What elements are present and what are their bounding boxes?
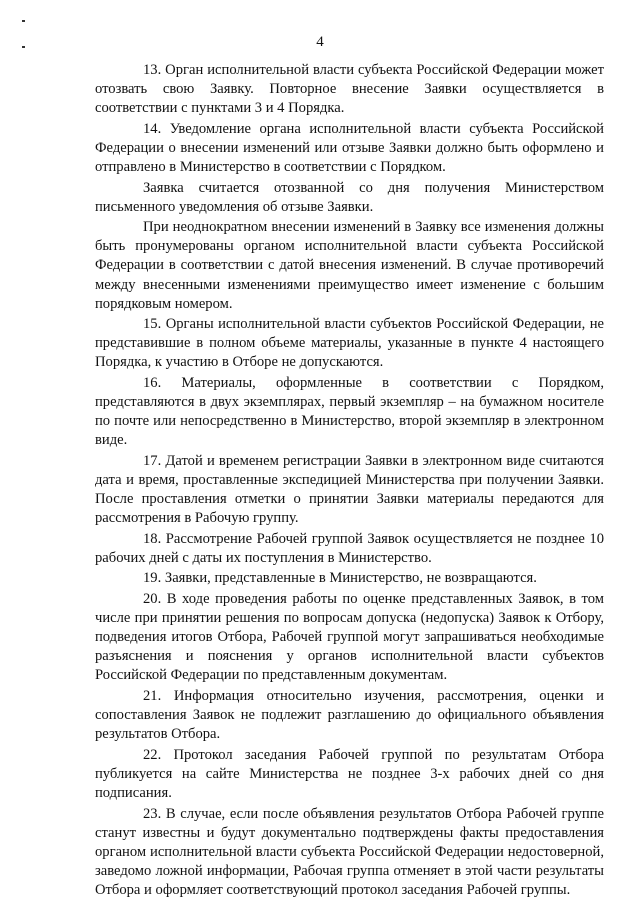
paragraph-multiple-changes: При неоднократном внесении изменений в Заявку все изменения должны быть пронумерованы органом исполнительной власти субъекта Российской Федерации в соответствии с датой внесения изменений. В случае противоречий между внесенными изменениями преимущество имеет изменение с большим порядковым номером.	[95, 219, 604, 312]
paragraph-18: 18. Рассмотрение Рабочей группой Заявок осуществляется не позднее 10 рабочих дней с даты их поступления в Министерство.	[95, 530, 604, 566]
document-body	[95, 61, 604, 902]
paragraph-14: 14. Уведомление органа исполнительной власти субъекта Российской Федерации о внесении изменений или отзыве Заявки должно быть оформлено и отправлено в Министерство в соответствии с Порядком.	[95, 120, 604, 175]
page-number: 4	[316, 34, 324, 50]
paragraph-23: 23. В случае, если после объявления результатов Отбора Рабочей группе станут известны и будут документально подтверждены факты предоставления органом исполнительной власти субъекта Российской Федерации недостоверной, заведомо ложной информации, Рабочая группа отменяет в этой части результаты Отбора и оформляет соответствующий протокол заседания Рабочей группы.	[95, 805, 604, 898]
paragraph-19: 19. Заявки, представленные в Министерство, не возвращаются.	[143, 570, 537, 587]
paragraph-21: 21. Информация относительно изучения, рассмотрения, оценки и сопоставления Заявок не подлежит разглашению до официального объявления результатов Отбора.	[95, 688, 604, 743]
scan-mark	[22, 20, 25, 22]
paragraph-13: 13. Орган исполнительной власти субъекта Российской Федерации может отозвать свою Заявку. Повторное внесение Заявки осуществляется в соответствии с пунктами 3 и 4 Порядка.	[95, 62, 604, 117]
paragraph-withdrawal: Заявка считается отозванной со дня получения Министерством письменного уведомления об отзыве Заявки.	[95, 179, 604, 215]
paragraph-15: 15. Органы исполнительной власти субъектов Российской Федерации, не представившие в полном объеме материалы, указанные в пункте 4 настоящего Порядка, к участию в Отборе не допускаются.	[95, 316, 604, 371]
paragraph-22: 22. Протокол заседания Рабочей группой по результатам Отбора публикуется на сайте Министерства не позднее 3-х рабочих дней со дня подписания.	[95, 746, 604, 801]
paragraph-17: 17. Датой и временем регистрации Заявки в электронном виде считаются дата и время, проставленные экспедицией Министерства при получении Заявки. После проставления отметки о принятии Заявки материалы передаются для рассмотрения в Рабочую группу.	[95, 452, 604, 527]
paragraph-16: 16. Материалы, оформленные в соответствии с Порядком, представляются в двух экземплярах, первый экземпляр – на бумажном носителе по почте или непосредственно в Министерство, второй экземпляр в электронном виде.	[95, 375, 604, 449]
paragraph-20: 20. В ходе проведения работы по оценке представленных Заявок, в том числе при принятии решения по вопросам допуска (недопуска) Заявок к Отбору, подведения итогов Отбора, Рабочей группой могут запрашиваться необходимые разъяснения и пояснения у органов исполнительной власти субъектов Российской Федерации по представленным документам.	[95, 591, 604, 684]
